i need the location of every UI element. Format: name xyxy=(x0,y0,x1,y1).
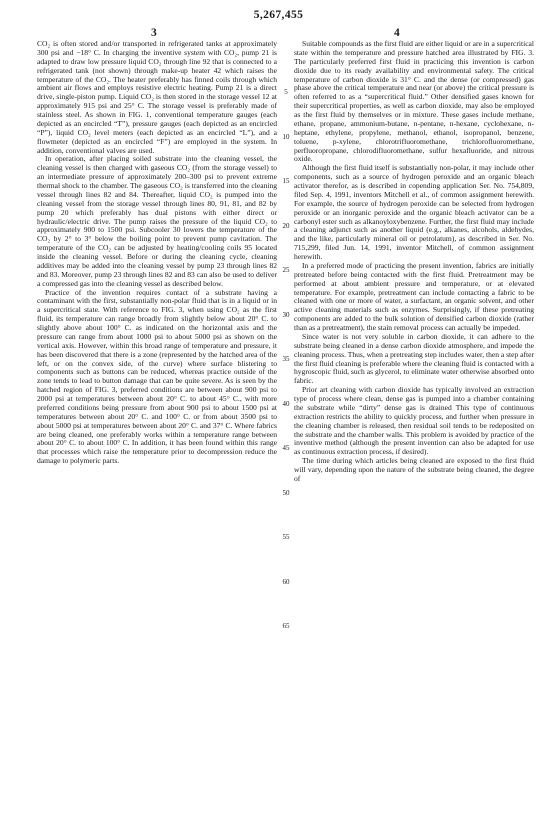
patent-number: 5,267,455 xyxy=(253,9,304,21)
paragraph: The time during which articles being cleaned are exposed to the first fluid will vary, depending upon the nature of the substrate being cleaned, the degree of xyxy=(294,456,534,483)
left-column xyxy=(37,40,277,466)
column-number-right: 4 xyxy=(394,27,400,39)
paragraph: Although the first fluid itself is substantially non-polar, it may include other components, such as a source of hydrogen peroxide and an organic bleach activator therefor, as is described in copending application Ser. No. 754,809, filed Sep. 4, 1991, inventors Mitchell et al., of common assignment herewith. For example, the source of hydrogen peroxide can be selected from hydrogen peroxide or an inorganic peroxide and the organic bleach activator can be a carbonyl ester such as alkanoyloxybenzene. Further, the first fluid may include a cleaning adjunct such as another liquid (e.g., alkanes, alcohols, aldehydes, and the like, particularly mineral oil or petrolatum), as described in Ser. No. 715,299, filed Jun. 14, 1991, inventor Mitchell, of common assignment herewith. xyxy=(294,163,534,261)
line-number: 35 xyxy=(282,355,290,363)
right-column xyxy=(294,40,534,484)
paragraph: In operation, after placing soiled substrate into the cleaning vessel, the cleaning vessel is then charged with gaseous CO₂ (from the storage vessel) to an intermediate pressure of approximately 200–300 psi to prevent extreme thermal shock to the chamber. The gaseous CO₂ is transferred into the cleaning vessel through lines 82 and 84. Thereafter, liquid CO₂ is pumped into the cleaning vessel from the storage vessel through lines 80, 91, 81, and 82 by pump 20 which preferably has dual pistons with either direct or hydraulic/electric drive. The pump raises the pressure of the liquid CO₂ to approximately 900 to 1500 psi. Subcooler 30 lowers the temperature of the CO₂ by 2° to 3° below the boiling point to prevent pump cavitation. The temperature of the CO₂ can be adjusted by heating/cooling coils 95 located inside the cleaning vessel. Before or during the cleaning cycle, cleaning additives may be added into the cleaning vessel by pump 23 through lines 82 and 83. Moreover, pump 23 through lines 82 and 83 can also be used to deliver a compressed gas into the cleaning vessel as described below. xyxy=(37,154,277,288)
paragraph: Suitable compounds as the first fluid are either liquid or are in a supercritical state within the temperature and pressure hatched area illustrated by FIG. 3. The particularly preferred first fluid in practicing this invention is carbon dioxide due to its ready availability and environmental safety. The critical temperature of carbon dioxide is 31° C. and the dense (or compressed) gas phase above the critical temperature and near (or above) the critical pressure is often referred to as a “supercritical fluid.” Other densified gases known for their supercritical properties, as well as carbon dioxide, may also be employed as the first fluid by themselves or in mixture. These gases include methane, ethane, propane, ammonium-butane, n-pentane, n-hexane, cyclohexane, n-heptane, ethylene, propylene, methanol, ethanol, isopropanol, benzene, toluene, p-xylene, chlorotrifluoromethane, trichlorofluoromethane, perfluoropropane, chlorodifluoromethane, sulfur hexafluoride, and nitrous oxide. xyxy=(294,39,534,164)
paragraph: In a preferred mode of practicing the present invention, fabrics are initially pretreated before being contacted with the first fluid. Pretreatment may be performed at about ambient pressure and temperature, or at elevated temperature. For example, pretreatment can include contacting a fabric to be cleaned with one or more of water, a surfactant, an organic solvent, and other active cleaning materials such as enzymes. Surprisingly, if these pretreating components are added to the bulk solution of densified carbon dioxide (rather than as a pretreatment), the stain removal process can actually be impeded. xyxy=(294,260,534,332)
line-number: 60 xyxy=(282,578,290,586)
line-number: 20 xyxy=(282,222,290,230)
line-number: 25 xyxy=(282,266,290,274)
line-number: 10 xyxy=(282,133,290,141)
paragraph: Practice of the invention requires contact of a substrate having a contaminant with the first, substantially non-polar fluid that is in a liquid or in a supercritical state. With reference to FIG. 3, when using CO₂ as the first fluid, its temperature can range broadly from slightly below about 20° C. to slightly above about 100° C. as indicated on the horizontal axis and the pressure can range from about 1000 psi to about 5000 psi as shown on the vertical axis. However, within this broad range of temperature and pressure, it has been discovered that there is a zone (represented by the hatched area of the left, or on the convex side, of the curve) where surface blistering to components such as buttons can be reduced, whereas practice outside of the zone tends to lead to button damage that can be quite severe. As is seen by the hatched region of FIG. 3, preferred conditions are between about 900 psi to 2000 psi at temperatures between about 20° C. to about 45° C., with more preferred conditions being pressure from about 900 psi to about 1500 psi at temperatures between about 20° C. and 100° C. or from about 3500 psi to about 5000 psi at temperatures between about 20° C. and 37° C. Where fabrics are being cleaned, one preferably works within a temperature range between about 20° C. to about 100° C. In addition, it has been found within this range that processes which raise the temperature prior to decompression reduce the damage to polymeric parts. xyxy=(37,287,277,466)
paragraph: Prior art cleaning with carbon dioxide has typically involved an extraction type of process where clean, dense gas is pumped into a chamber containing the substrate while “dirty” dense gas is drained This type of continuous extraction restricts the ability to quickly process, and further when pressure in the cleaning chamber is released, then residual soil tends to be redeposited on the substrate and the chamber walls. This problem is avoided by practice of the inventive method (although the present invention can also be adapted for use as continuous extraction process, if desired). xyxy=(294,385,534,457)
line-number: 45 xyxy=(282,444,290,452)
line-number: 65 xyxy=(282,622,290,630)
line-number: 5 xyxy=(284,88,288,96)
column-number-left: 3 xyxy=(151,27,157,39)
line-number: 40 xyxy=(282,400,290,408)
paragraph: CO₂ is often stored and/or transported in refrigerated tanks at approximately 300 psi and −18° C. In charging the inventive system with CO₂, pump 21 is adapted to draw low pressure liquid CO₂ through line 92 that is connected to a refrigerated tank (not shown) through make-up heater 42 which raises the temperature of the CO₂. The heater preferably has finned coils through which ambient air flows and employs resistive electric heating. Pump 21 is a direct drive, single-piston pump. Liquid CO₂ is then stored in the storage vessel 12 at approximately 915 psi and 25° C. The storage vessel is preferably made of stainless steel. As shown in FIG. 1, conventional temperature gauges (each depicted as an encircled “T”), pressure gauges (each depicted as an encircled “P”), liquid CO₂ level meters (each depicted as an encircled “L”), and a flowmeter (depicted as an encircled “F”) are employed in the system. In addition, conventional valves are used. xyxy=(37,39,277,155)
line-number: 55 xyxy=(282,533,290,541)
line-number: 15 xyxy=(282,177,290,185)
line-number: 50 xyxy=(282,489,290,497)
line-number: 30 xyxy=(282,311,290,319)
paragraph: Since water is not very soluble in carbon dioxide, it can adhere to the substrate being cleaned in a dense carbon dioxide atmosphere, and impede the cleaning process. Thus, when a pretreating step includes water, then a step after the first fluid cleaning is preferable where the cleaning fluid is contacted with a hygroscopic fluid, such as glycerol, to eliminate water otherwise absorbed onto fabric. xyxy=(294,331,534,386)
